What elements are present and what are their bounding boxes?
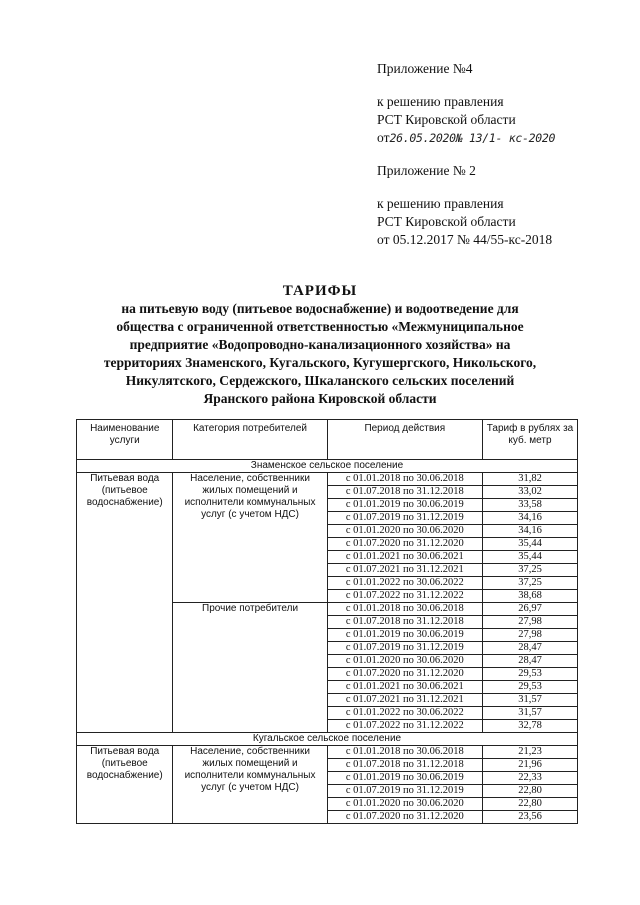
tariff-value-cell: 31,82 bbox=[483, 473, 578, 486]
decision-reference-line-2: к решению правления bbox=[377, 196, 504, 211]
tariff-value-cell: 33,02 bbox=[483, 486, 578, 499]
title-line: предприятие «Водопроводно-канализационного хозяйства» на bbox=[129, 337, 511, 352]
document-title bbox=[60, 282, 580, 408]
consumer-category-cell: Население, собственники жилых помещений и исполнители коммунальных услуг (с учетом НДС) bbox=[173, 746, 327, 824]
handwritten-date-line bbox=[377, 129, 555, 147]
settlement-name: Кугальское сельское поселение bbox=[77, 733, 578, 746]
decision-number-line: от 05.12.2017 № 44/55-кс-2018 bbox=[377, 232, 553, 247]
service-name-cell: Питьевая вода (питьевое водоснабжение) bbox=[77, 746, 173, 824]
section-row bbox=[77, 733, 578, 746]
tariff-value-cell: 23,56 bbox=[483, 811, 578, 824]
tariff-value-cell: 34,16 bbox=[483, 525, 578, 538]
tariff-value-cell: 31,57 bbox=[483, 707, 578, 720]
consumer-category-cell: Прочие потребители bbox=[173, 603, 327, 733]
tariff-value-cell: 22,80 bbox=[483, 798, 578, 811]
tariff-value-cell: 37,25 bbox=[483, 577, 578, 590]
period-cell: с 01.07.2018 по 31.12.2018 bbox=[327, 616, 482, 629]
period-cell: с 01.01.2022 по 30.06.2022 bbox=[327, 577, 482, 590]
period-cell: с 01.07.2022 по 31.12.2022 bbox=[327, 720, 482, 733]
title-line: территориях Знаменского, Кугальского, Кугушергского, Никольского, bbox=[103, 355, 537, 370]
tariff-value-cell: 28,47 bbox=[483, 642, 578, 655]
tariff-value-cell: 26,97 bbox=[483, 603, 578, 616]
decision-reference-line: к решению правления bbox=[377, 94, 504, 109]
consumer-category-cell: Население, собственники жилых помещений и исполнители коммунальных услуг (с учетом НДС) bbox=[173, 473, 327, 603]
tariff-value-cell: 33,58 bbox=[483, 499, 578, 512]
table-header-row bbox=[77, 420, 578, 460]
period-cell: с 01.07.2018 по 31.12.2018 bbox=[327, 759, 482, 772]
period-cell: с 01.07.2019 по 31.12.2019 bbox=[327, 512, 482, 525]
rst-authority-line: РСТ Кировской области bbox=[377, 112, 516, 127]
period-cell: с 01.01.2018 по 30.06.2018 bbox=[327, 473, 482, 486]
appendix-4-label: Приложение №4 bbox=[377, 61, 473, 76]
tariff-table-body bbox=[77, 460, 578, 824]
period-cell: с 01.01.2020 по 30.06.2020 bbox=[327, 655, 482, 668]
period-cell: с 01.07.2019 по 31.12.2019 bbox=[327, 642, 482, 655]
tariff-value-cell: 21,23 bbox=[483, 746, 578, 759]
table-row bbox=[77, 746, 578, 759]
header-category: Категория потребителей bbox=[173, 420, 327, 460]
service-name-cell: Питьевая вода (питьевое водоснабжение) bbox=[77, 473, 173, 733]
tariff-value-cell: 27,98 bbox=[483, 629, 578, 642]
tariff-value-cell: 22,33 bbox=[483, 772, 578, 785]
tariff-value-cell: 21,96 bbox=[483, 759, 578, 772]
period-cell: с 01.01.2018 по 30.06.2018 bbox=[327, 746, 482, 759]
title-line: Никулятского, Сердежского, Шкаланского сельских поселений bbox=[125, 373, 515, 388]
period-cell: с 01.07.2020 по 31.12.2020 bbox=[327, 668, 482, 681]
period-cell: с 01.07.2022 по 31.12.2022 bbox=[327, 590, 482, 603]
tariff-value-cell: 29,53 bbox=[483, 681, 578, 694]
header-tariff: Тариф в рублях за куб. метр bbox=[483, 420, 578, 460]
title-main: ТАРИФЫ bbox=[282, 283, 358, 299]
title-line: Яранского района Кировской области bbox=[203, 391, 437, 406]
tariff-value-cell: 35,44 bbox=[483, 538, 578, 551]
period-cell: с 01.07.2019 по 31.12.2019 bbox=[327, 785, 482, 798]
period-cell: с 01.07.2020 по 31.12.2020 bbox=[327, 811, 482, 824]
rst-authority-line-2: РСТ Кировской области bbox=[377, 214, 516, 229]
tariff-value-cell: 28,47 bbox=[483, 655, 578, 668]
tariff-value-cell: 35,44 bbox=[483, 551, 578, 564]
period-cell: с 01.07.2020 по 31.12.2020 bbox=[327, 538, 482, 551]
handwritten-reference: 26.05.2020№ 13/1- кс-2020 bbox=[389, 131, 556, 145]
from-prefix: от bbox=[377, 130, 390, 145]
appendix-2-label: Приложение № 2 bbox=[377, 163, 476, 178]
period-cell: с 01.01.2020 по 30.06.2020 bbox=[327, 798, 482, 811]
period-cell: с 01.01.2021 по 30.06.2021 bbox=[327, 681, 482, 694]
tariff-value-cell: 38,68 bbox=[483, 590, 578, 603]
tariff-table bbox=[76, 419, 578, 824]
section-row bbox=[77, 460, 578, 473]
title-line: на питьевую воду (питьевое водоснабжение) и водоотведение для bbox=[121, 301, 519, 316]
title-line: общества с ограниченной ответственностью «Межмуниципальное bbox=[116, 319, 524, 334]
header-service: Наименование услуги bbox=[77, 420, 173, 460]
period-cell: с 01.01.2019 по 30.06.2019 bbox=[327, 499, 482, 512]
period-cell: с 01.01.2019 по 30.06.2019 bbox=[327, 772, 482, 785]
tariff-value-cell: 27,98 bbox=[483, 616, 578, 629]
period-cell: с 01.01.2018 по 30.06.2018 bbox=[327, 603, 482, 616]
period-cell: с 01.01.2022 по 30.06.2022 bbox=[327, 707, 482, 720]
tariff-value-cell: 34,16 bbox=[483, 512, 578, 525]
period-cell: с 01.07.2021 по 31.12.2021 bbox=[327, 694, 482, 707]
tariff-value-cell: 29,53 bbox=[483, 668, 578, 681]
period-cell: с 01.01.2021 по 30.06.2021 bbox=[327, 551, 482, 564]
tariff-value-cell: 37,25 bbox=[483, 564, 578, 577]
settlement-name: Знаменское сельское поселение bbox=[77, 460, 578, 473]
period-cell: с 01.07.2021 по 31.12.2021 bbox=[327, 564, 482, 577]
period-cell: с 01.01.2019 по 30.06.2019 bbox=[327, 629, 482, 642]
table-row bbox=[77, 473, 578, 486]
header-period: Период действия bbox=[327, 420, 482, 460]
period-cell: с 01.01.2020 по 30.06.2020 bbox=[327, 525, 482, 538]
tariff-value-cell: 22,80 bbox=[483, 785, 578, 798]
period-cell: с 01.07.2018 по 31.12.2018 bbox=[327, 486, 482, 499]
tariff-value-cell: 32,78 bbox=[483, 720, 578, 733]
tariff-value-cell: 31,57 bbox=[483, 694, 578, 707]
